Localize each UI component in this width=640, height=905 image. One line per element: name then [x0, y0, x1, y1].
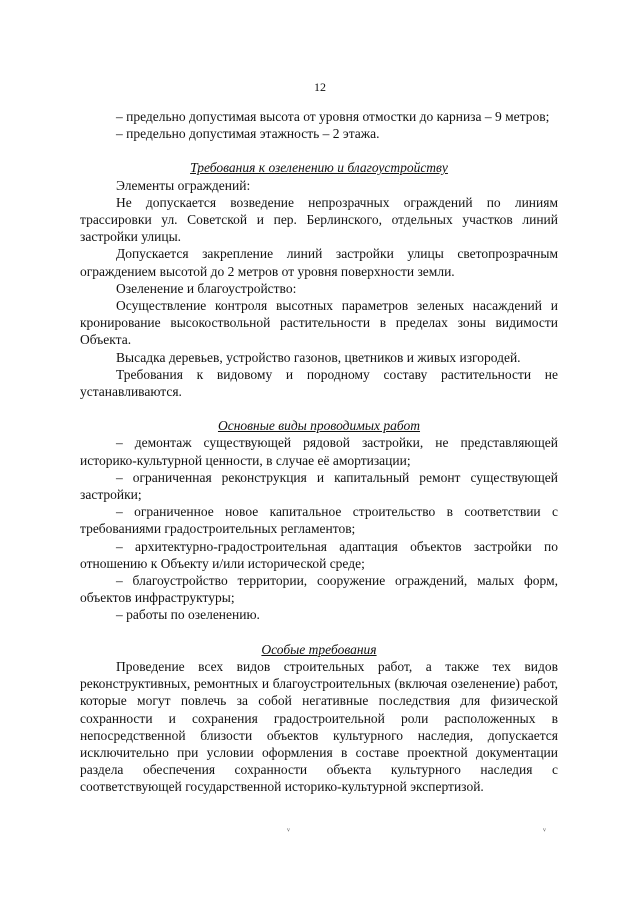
list-item-adaptation: – архитектурно-градостроительная адаптация объектов застройки по отношению к Объекту и/или исторической среде; — [80, 538, 558, 571]
paragraph-special-requirements: Проведение всех видов строительных работ, а также тех видов реконструктивных, ремонтных и благоустроительных (включая озеленение) работ, которые могут повлечь за собой негативные последствия для физической сохранности и сохранения градостроительной роли расположенных в непосредственной близости объектов культурного наследия, допускается исключительно при условии оформления в составе проектной документации раздела обеспечения сохранности объекта культурного наследия с соответствующей государственной историко-культурной экспертизой. — [80, 658, 558, 795]
spacer — [80, 624, 558, 641]
footer-mark-left: ᵛ — [287, 826, 290, 837]
paragraph-fences-ban: Не допускается возведение непрозрачных ограждений по линиям трассировки ул. Советской и пер. Берлинского, отдельных участков линий застройки улицы. — [80, 194, 558, 245]
list-item-improvement: – благоустройство территории, сооружение ограждений, малых форм, объектов инфраструктуры; — [80, 573, 558, 606]
spacer — [80, 400, 558, 417]
paragraph-greening-title: Озеленение и благоустройство: — [116, 280, 297, 296]
list-item-dismantling: – демонтаж существующей рядовой застройки, не представляющей историко-культурной ценности, в случае её амортизации; — [80, 435, 558, 468]
paragraph-floors-limit: – предельно допустимая этажность – 2 этажа. — [116, 126, 380, 142]
paragraph-species: Требования к видовому и породному составу растительности не устанавливаются. — [80, 366, 558, 400]
list-item-reconstruction: – ограниченная реконструкция и капитальный ремонт существующей застройки; — [80, 469, 558, 503]
paragraph-height-limit: – предельно допустимая высота от уровня отмостки до карниза – 9 метров; — [116, 109, 550, 124]
page-number: 12 — [314, 80, 326, 94]
footer-mark-right: ᵛ — [543, 826, 546, 837]
paragraph-planting: Высадка деревьев, устройство газонов, цветников и живых изгородей. — [116, 349, 521, 365]
list-item-new-construction: – ограниченное новое капитальное строительство в соответствии с требованиями градостроительных регламентов; — [80, 504, 558, 537]
heading-landscaping: Требования к озеленению и благоустройству — [190, 160, 448, 176]
spacer — [80, 142, 558, 159]
heading-special: Особые требования — [261, 641, 377, 657]
paragraph-greening-control: Осуществление контроля высотных параметров зеленых насаждений и кронирование высокоствольной растительности в пределах зоны видимости Объекта. — [80, 298, 558, 348]
document-body — [80, 108, 558, 796]
paragraph-fences-title: Элементы ограждений: — [116, 177, 251, 193]
heading-works: Основные виды проводимых работ — [217, 418, 421, 434]
paragraph-fences-allowed: Допускается закрепление линий застройки улицы светопрозрачным ограждением высотой до 2 метров от уровня поверхности земли. — [80, 246, 558, 279]
list-item-greening: – работы по озеленению. — [116, 607, 260, 623]
